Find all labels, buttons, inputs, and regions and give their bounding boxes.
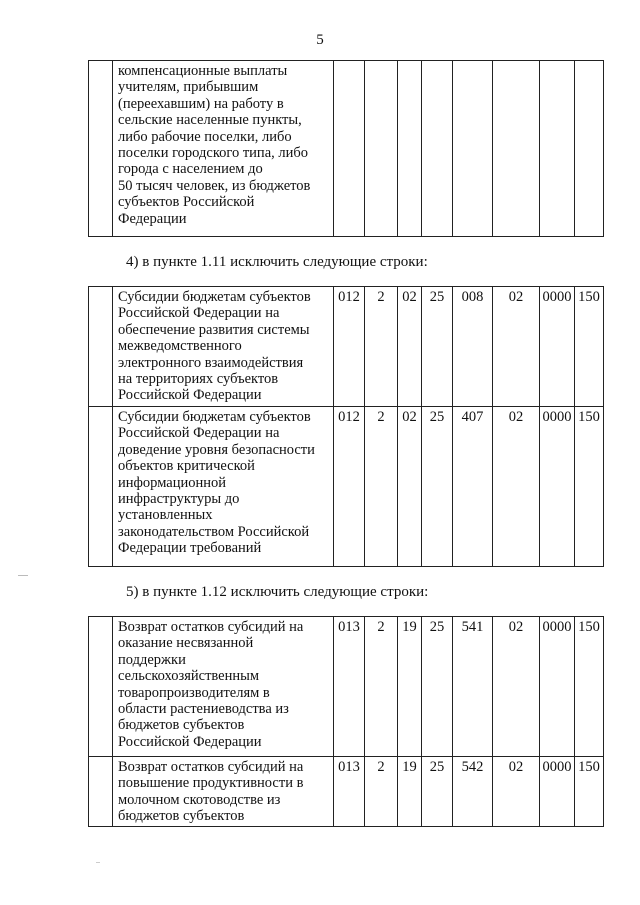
- row-number-cell: [89, 287, 113, 407]
- code-cell: 542: [453, 757, 493, 827]
- row-description-cell: [113, 407, 334, 567]
- margin-mark: [96, 862, 100, 863]
- description-line: молочном скотоводстве из: [118, 791, 281, 808]
- code-cell: 02: [398, 287, 422, 407]
- description-line: сельскохозяйственным: [118, 668, 260, 685]
- code-cell: 02: [398, 407, 422, 567]
- code-cell: 150: [575, 757, 604, 827]
- description-line: поселки городского типа, либо: [118, 145, 309, 162]
- description-line: Субсидии бюджетам субъектов: [118, 409, 311, 425]
- code-cell: 013: [334, 757, 365, 827]
- code-cell: 0000: [540, 757, 575, 827]
- code-cell: [493, 61, 540, 237]
- budget-table-continuation: [88, 60, 604, 237]
- code-cell: 19: [398, 617, 422, 757]
- table-row: [89, 287, 604, 407]
- description-line: Российской Федерации на: [118, 305, 280, 322]
- page-number: 5: [316, 32, 324, 48]
- description-line: объектов критической: [118, 458, 255, 475]
- description-line: товаропроизводителям в: [118, 684, 270, 701]
- budget-table-item-4: [88, 286, 604, 567]
- description-line: на территориях субъектов: [118, 371, 279, 388]
- description-line: межведомственного: [118, 338, 242, 355]
- code-cell: [365, 61, 398, 237]
- code-cell: 25: [422, 407, 453, 567]
- code-cell: [422, 61, 453, 237]
- code-cell: 2: [365, 757, 398, 827]
- description-line: Федерации: [118, 210, 187, 227]
- row-number-cell: [89, 61, 113, 237]
- paragraph-item-4: 4) в пункте 1.11 исключить следующие строки:: [126, 254, 428, 270]
- code-cell: 008: [453, 287, 493, 407]
- description-line: оказание несвязанной: [118, 635, 254, 652]
- description-line: сельские населенные пункты,: [118, 112, 302, 129]
- table-row: [89, 61, 604, 237]
- description-line: доведение уровня безопасности: [118, 441, 315, 458]
- description-line: обеспечение развития системы: [118, 321, 310, 338]
- code-cell: 407: [453, 407, 493, 567]
- code-cell: [398, 61, 422, 237]
- code-cell: [334, 61, 365, 237]
- code-cell: 02: [493, 407, 540, 567]
- description-line: Возврат остатков субсидий на: [118, 759, 304, 775]
- code-cell: 0000: [540, 407, 575, 567]
- code-cell: 0000: [540, 617, 575, 757]
- description-line: Российской Федерации: [118, 733, 262, 750]
- row-number-cell: [89, 617, 113, 757]
- code-cell: 2: [365, 287, 398, 407]
- code-cell: [540, 61, 575, 237]
- description-line: Субсидии бюджетам субъектов: [118, 289, 311, 305]
- code-cell: 2: [365, 617, 398, 757]
- description-line: Российской Федерации: [118, 387, 262, 404]
- code-cell: [453, 61, 493, 237]
- table-row: [89, 407, 604, 567]
- description-line: субъектов Российской: [118, 194, 255, 211]
- description-line: Российской Федерации на: [118, 425, 280, 442]
- code-cell: 25: [422, 287, 453, 407]
- row-description-cell: [113, 287, 334, 407]
- row-description-cell: [113, 617, 334, 757]
- description-line: электронного взаимодействия: [118, 354, 304, 371]
- code-cell: [575, 61, 604, 237]
- row-description-cell: [113, 61, 334, 237]
- code-cell: 02: [493, 617, 540, 757]
- description-line: либо рабочие поселки, либо: [118, 128, 292, 145]
- description-line: повышение продуктивности в: [118, 775, 304, 792]
- code-cell: 013: [334, 617, 365, 757]
- description-line: Федерации требований: [118, 540, 262, 557]
- row-number-cell: [89, 757, 113, 827]
- code-cell: 012: [334, 407, 365, 567]
- code-cell: 541: [453, 617, 493, 757]
- code-cell: 25: [422, 757, 453, 827]
- code-cell: 19: [398, 757, 422, 827]
- code-cell: 0000: [540, 287, 575, 407]
- code-cell: 150: [575, 287, 604, 407]
- code-cell: 02: [493, 757, 540, 827]
- description-line: поддержки: [118, 651, 186, 668]
- description-line: учителям, прибывшим: [118, 79, 259, 96]
- code-cell: 25: [422, 617, 453, 757]
- budget-table-item-5: [88, 616, 604, 827]
- description-line: установленных: [118, 507, 213, 524]
- description-line: инфраструктуры до: [118, 491, 240, 508]
- description-line: Возврат остатков субсидий на: [118, 619, 304, 635]
- description-line: компенсационные выплаты: [118, 63, 288, 79]
- margin-mark: [18, 575, 28, 576]
- description-line: (переехавшим) на работу в: [118, 95, 284, 112]
- description-line: области растениеводства из: [118, 701, 289, 718]
- paragraph-item-5: 5) в пункте 1.12 исключить следующие строки:: [126, 584, 429, 600]
- table-row: [89, 617, 604, 757]
- code-cell: 150: [575, 407, 604, 567]
- row-number-cell: [89, 407, 113, 567]
- code-cell: 012: [334, 287, 365, 407]
- code-cell: 2: [365, 407, 398, 567]
- code-cell: 150: [575, 617, 604, 757]
- description-line: бюджетов субъектов: [118, 808, 245, 825]
- description-line: информационной: [118, 474, 227, 491]
- description-line: 50 тысяч человек, из бюджетов: [118, 177, 311, 194]
- table-row: [89, 757, 604, 827]
- code-cell: 02: [493, 287, 540, 407]
- description-line: законодательством Российской: [118, 523, 310, 540]
- description-line: бюджетов субъектов: [118, 717, 245, 734]
- description-line: города с населением до: [118, 161, 263, 178]
- row-description-cell: [113, 757, 334, 827]
